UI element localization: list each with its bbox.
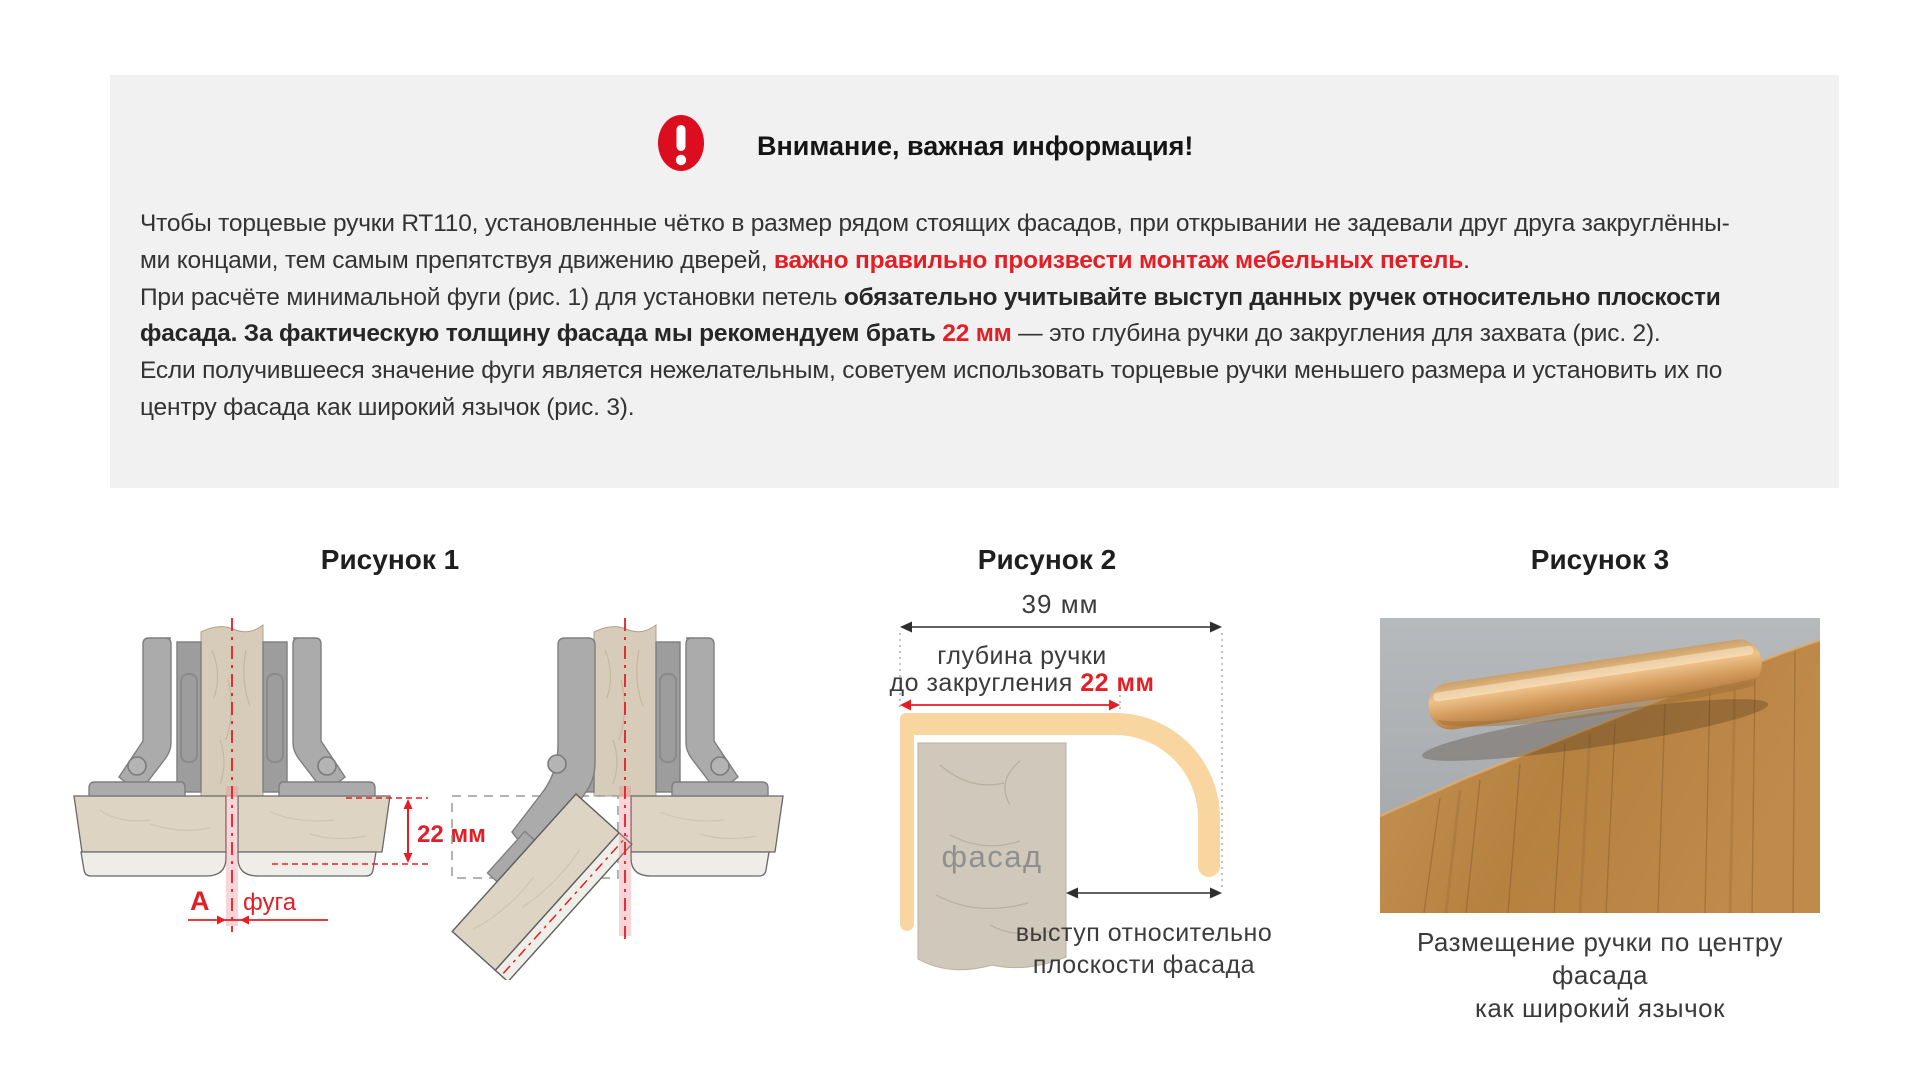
notice-line: фасада. За фактическую толщину фасада мы рекомендуем брать 22 мм — это глубина ручки до закругления для захвата (рис. 2). [140, 320, 1661, 348]
fig2-width-label: 39 мм [1021, 589, 1099, 619]
figure3-caption-line2: как широкий язычок [1474, 993, 1726, 1023]
figure3-caption: Рисунок 3 [1530, 544, 1670, 575]
fig1-fuga-label: фуга [243, 889, 297, 916]
fig2-facade-label: фасад [941, 839, 1043, 874]
notice-line: ми концами, тем самым препятствуя движению дверей, важно правильно произвести монтаж мебельных петель. [140, 246, 1470, 274]
notice-text [140, 206, 1730, 427]
fig2-protrusion-label-line2: плоскости фасада [1032, 951, 1256, 979]
figure2-diagram [870, 585, 1340, 1015]
notice-title: Внимание, важная информация! [757, 131, 1194, 161]
fig2-depth-label-line1: глубина ручки [937, 642, 1107, 670]
warning-icon [657, 114, 705, 174]
figure3-caption-text [1370, 926, 1830, 1025]
fig1-a-label: А [190, 886, 210, 916]
figure3-photo [1380, 618, 1820, 913]
figure2-caption: Рисунок 2 [977, 544, 1117, 575]
notice-line: центру фасада как широкий язычок (рис. 3). [140, 393, 635, 421]
fig2-protrusion-label-line1: выступ относительно [1015, 919, 1273, 947]
notice-line: Если получившееся значение фуги является нежелательным, советуем использовать торцевые ручки меньшего размера и установить их по [140, 357, 1723, 385]
figure3-caption-line1: Размещение ручки по центру фасада [1416, 927, 1784, 990]
fig1-dim-22mm-label: 22 мм [417, 821, 486, 848]
notice-line: При расчёте минимальной фуги (рис. 1) для установки петель обязательно учитывайте выступ данных ручек относительно плоскости [140, 283, 1721, 311]
figure1-diagram [60, 580, 840, 980]
fig2-depth-label-line2: до закругления 22 мм [889, 669, 1155, 697]
notice-line: Чтобы торцевые ручки RT110, установленные чётко в размер рядом стоящих фасадов, при открывании не задевали друг друга закруглённы- [140, 210, 1730, 237]
figure1-caption: Рисунок 1 [320, 544, 460, 575]
